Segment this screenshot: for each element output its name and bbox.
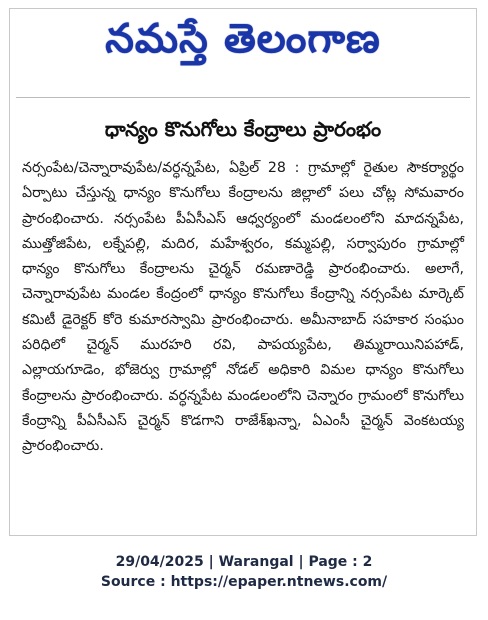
article-body: నర్సంపేట/చెన్నారావుపేట/వర్ధన్నపేట, ఏప్రిల్ 28 : గ్రామాల్లో రైతుల సౌకర్యార్థం ఏర్పాటు చేస్తున్న ధాన్యం కొనుగోలు కేంద్రాలను జిల్లాలో పలు చోట్ల సోమవారం ప్రారంభించారు. నర్సంపేట పీఏసీఎస్ ఆధ్వర్యంలో మండలంలోని మాదన్నపేట, ముత్తోజిపేట, లక్నేపల్లి, మదిర, మహేశ్వరం, కమ్మపల్లి, సర్వాపురం గ్రామాల్లో ధాన్యం కొనుగోలు కేంద్రాలను చైర్మన్ రమణారెడ్డి ప్రారంభించారు. అలాగే, చెన్నారావుపేట మండల కేంద్రంలో ధాన్యం కొనుగోలు కేంద్రాన్ని నర్సంపేట మార్కెట్ కమిటీ డైరెక్టర్ కోరె కుమారస్వామి ప్రారంభించారు. అమీనాబాద్ సహకార సంఘం పరిధిలో చైర్మన్ మురహరి రవి, పాపయ్యపేట, తిమ్మరాయినిపహాడ్, ఎల్లాయగూడెం, భోజెర్వు గ్రామాల్లో నోడల్ అధికారి విమల ధాన్యం కొనుగోలు కేంద్రాలను ప్రారంభించారు. వర్ధన్నపేట మండలంలోని చెన్నారం గ్రామంలో కొనుగోలు కేంద్రాన్ని పీఏసీఎస్ చైర్మన్ కొడగాని రాజేశ్‌ఖన్నా, ఏఎంసీ చైర్మన్ వెంకటయ్య ప్రారంభించారు. xyxy=(22,160,464,455)
footer-source-link[interactable]: Source : https://epaper.ntnews.com/ xyxy=(100,574,388,590)
newspaper-clipping xyxy=(9,8,477,536)
clipping-footer xyxy=(0,552,488,592)
masthead-divider xyxy=(16,97,470,98)
footer-dateline: 29/04/2025 | Warangal | Page : 2 xyxy=(115,554,373,570)
newspaper-masthead: నమస్తే తెలంగాణ xyxy=(105,16,381,62)
article-headline: ధాన్యం కొనుగోలు కేంద్రాలు ప్రారంభం xyxy=(104,117,382,141)
